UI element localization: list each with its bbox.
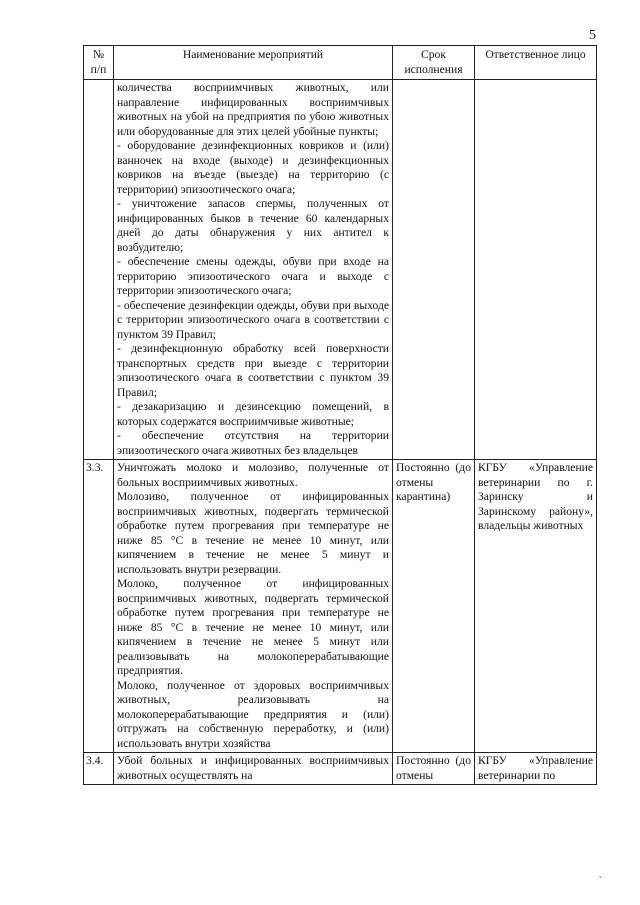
row-number: 3.3.: [84, 460, 114, 753]
header-number: № п/п: [84, 46, 114, 80]
table-row: [84, 460, 597, 753]
table-row: [84, 80, 597, 460]
row-responsible: КГБУ «Управление ветеринарии по г. Заринску и Заринскому району», владельцы животных: [475, 460, 597, 753]
header-term: Срок исполнения: [393, 46, 475, 80]
measure-item: - дезинфекционную обработку всей поверхности транспортных средств при выезде с территории эпизоотического очага в соответствии с пунктом 39 Правил;: [117, 342, 389, 399]
measure-item: - уничтожение запасов спермы, полученных от инфицированных быков в течение 60 календарных дней до даты обнаружения у них антител к возбудителю;: [117, 197, 389, 254]
measure-item: Молоко, полученное от инфицированных восприимчивых животных, подвергать термической обработке путем прогревания при температуре не ниже 85 °С в течение не менее 10 минут, или кипячением в течение не менее 5 минут или реализовывать на молокоперерабатывающие предприятия.: [117, 577, 389, 677]
row-term: Постоянно (до отмены карантина): [393, 460, 475, 753]
row-term: Постоянно (до отмены: [393, 753, 475, 785]
measure-item: - обеспечение отсутствия на территории эпизоотического очага животных без владельцев: [117, 429, 389, 457]
row-measures: [114, 753, 393, 785]
measure-item: Уничтожать молоко и молозиво, полученные от больных восприимчивых животных.: [117, 461, 389, 489]
measure-item: - дезакаризацию и дезинсекцию помещений, в которых содержатся восприимчивые животные;: [117, 400, 389, 428]
measure-item: - обеспечение дезинфекции одежды, обуви при выходе с территории эпизоотического очага в соответствии с пунктом 39 Правил;: [117, 298, 389, 341]
measure-item: Молозиво, полученное от инфицированных восприимчивых животных, подвергать термической обработке путем прогревания при температуре не ниже 85 °С в течение не менее 10 минут, или кипячением в течение не менее 5 минут и использовать внутри резервации.: [117, 490, 389, 576]
measure-item: Молоко, полученное от здоровых восприимчивых животных, реализовывать на молокоперерабатывающие предприятия и (или) отгружать на собственную переработку, и (или) использовать внутри хозяйства: [117, 678, 389, 750]
row-number: [84, 80, 114, 460]
row-measures: [114, 460, 393, 753]
page-number: 5: [589, 28, 596, 43]
measure-item: - обеспечение смены одежды, обуви при входе на территорию эпизоотического очага и выходе с территории эпизоотического очага;: [117, 255, 389, 297]
measure-item: - оборудование дезинфекционных ковриков и (или) ванночек на входе (выходе) и дезинфекционных ковриков на въезде (выезде) на территорию (с территории) эпизоотического очага;: [117, 139, 389, 196]
header-measures: Наименование мероприятий: [114, 46, 393, 80]
measure-item: количества восприимчивых животных, или направление инфицированных восприимчивых животных на убой на предприятия по убою животных или оборудованные для этих целей убойные пункты;: [117, 81, 389, 138]
corner-mark: `: [598, 876, 602, 887]
header-responsible: Ответственное лицо: [475, 46, 597, 80]
table-row: [84, 753, 597, 785]
measures-table: [83, 45, 597, 785]
measure-item: Убой больных и инфицированных восприимчивых животных осуществлять на: [117, 754, 389, 782]
row-term: [393, 80, 475, 460]
row-responsible: КГБУ «Управление ветеринарии по: [475, 753, 597, 785]
row-responsible: [475, 80, 597, 460]
row-measures: [114, 80, 393, 460]
row-number: 3.4.: [84, 753, 114, 785]
table-header-row: [84, 46, 597, 80]
